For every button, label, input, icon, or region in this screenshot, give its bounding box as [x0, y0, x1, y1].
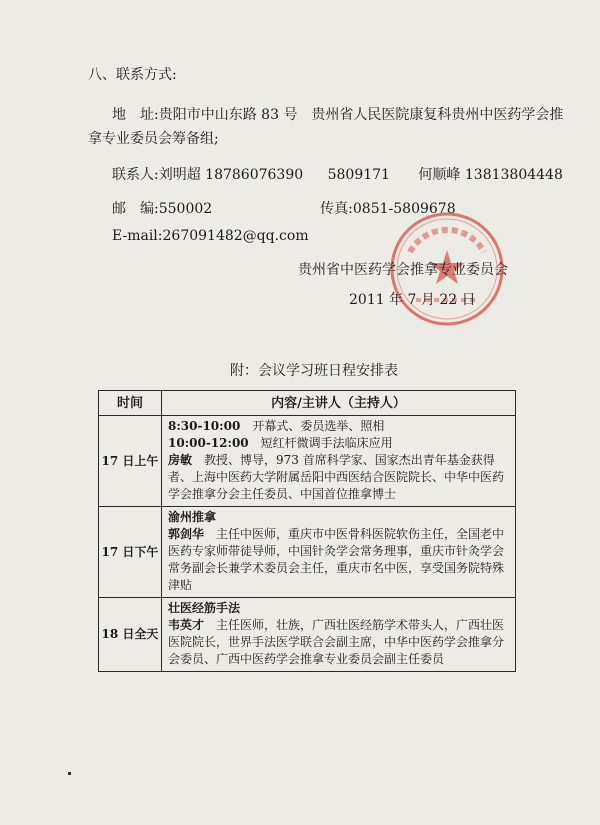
session-topic: 渝州推拿 [168, 510, 217, 524]
contacts-label: 联系人: [112, 167, 159, 183]
page-dot-mark [68, 772, 71, 775]
fax-label: 传真: [320, 201, 353, 217]
person1-phone1: 18786076390 [205, 167, 304, 183]
email-address: 267091482@qq.com [162, 228, 309, 244]
address-text: 贵阳市中山东路 83 号 贵州省人民医院康复科贵州中医药学会推 [158, 107, 564, 123]
person1-phone2: 5809171 [327, 167, 390, 183]
speaker-info [168, 452, 511, 503]
annex-title: 附：会议学习班日程安排表 [230, 363, 398, 379]
row-content [162, 507, 516, 598]
postal-label: 邮 编: [112, 201, 159, 217]
contact-persons [112, 164, 563, 184]
speaker-name: 郭剑华 [168, 527, 205, 541]
session-topic: 壮医经筋手法 [168, 601, 241, 615]
table-row [99, 598, 516, 672]
schedule-table [98, 390, 516, 672]
row-time: 17 日上午 [99, 416, 162, 507]
table-row [99, 416, 516, 507]
signing-date: 2011 年 7 月 22 日 [349, 292, 476, 308]
speaker-name: 房敏 [168, 453, 193, 467]
session-line-2 [168, 435, 511, 452]
speaker-bio: 教授、博导，973 首席科学家、国家杰出青年基金获得者、上海中医药大学附属岳阳中西医结合医院院长、中华中医药学会推拿分会主任委员、中国首位推拿博士 [168, 453, 505, 501]
session-title: 短红杆微调手法临床应用 [260, 436, 393, 450]
address-line-1 [112, 104, 563, 124]
session-line-1 [168, 418, 511, 435]
speaker-info [168, 526, 511, 594]
session-time: 8:30-10:00 [168, 419, 241, 433]
email-label: E-mail: [112, 228, 163, 244]
header-time: 时间 [99, 391, 162, 416]
person2-name: 何顺峰 [418, 167, 461, 183]
person1-name: 刘明超 [158, 167, 201, 183]
row-content [162, 598, 516, 672]
section-heading: 八、联系方式: [88, 67, 177, 83]
person2-phone: 13813804448 [464, 167, 563, 183]
row-time: 17 日下午 [99, 507, 162, 598]
header-content: 内容/主讲人（主持人） [162, 391, 516, 416]
email-line [112, 228, 309, 244]
speaker-name: 韦英才 [168, 618, 205, 632]
speaker-bio: 主任中医师，重庆市中医骨科医院软伤主任，全国老中医药专家师带徒导师，中国针灸学会常务理事，重庆市针灸学会常务副会长兼学术委员会主任，重庆市名中医，享受国务院特殊津贴 [168, 527, 505, 592]
address-line-2: 拿专业委员会筹备组; [88, 131, 219, 147]
postal-code: 550002 [158, 201, 213, 217]
address-label: 地 址: [112, 107, 159, 123]
speaker-bio: 主任医师，壮族，广西壮医经筋学术带头人，广西壮医医院院长，世界手法医学联合会副主席，中华中医药学会推拿分会委员、广西中医药学会推拿专业委员会副主任委员 [168, 618, 505, 666]
signing-organization: 贵州省中医药学会推拿专业委员会 [298, 262, 508, 278]
table-header-row [99, 391, 516, 416]
table-row [99, 507, 516, 598]
session-time: 10:00-12:00 [168, 436, 249, 450]
row-time: 18 日全天 [99, 598, 162, 672]
row-content [162, 416, 516, 507]
fax-number: 0851-5809678 [352, 201, 456, 217]
session-title: 开幕式、委员选举、照相 [252, 419, 385, 433]
speaker-info [168, 617, 511, 668]
